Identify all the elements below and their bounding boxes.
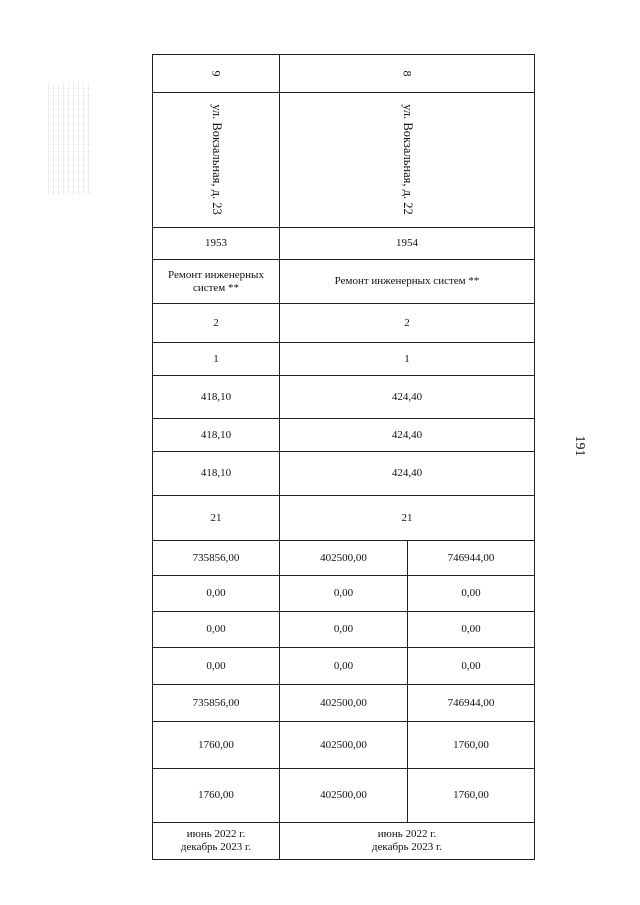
work-type-right: Ремонт инженерных систем ** [280,260,535,304]
area-total-right: 424,40 [280,376,535,419]
entrances-right: 1 [280,343,535,376]
entrances-left: 1 [153,343,280,376]
residents-right: 21 [280,496,535,541]
period-left-start: июнь 2022 г. [186,828,246,840]
area-residential-right: 424,40 [280,452,535,496]
area-residential-left: 418,10 [153,452,280,496]
unit-cost-limit-left: 1760,00 [153,769,280,823]
repair-table [152,54,535,860]
fund-3-left: 0,00 [153,648,280,685]
table-row [153,452,535,496]
fund-1-left: 0,00 [153,576,280,612]
table-row [153,823,535,860]
area-total-left: 418,10 [153,376,280,419]
table-row [153,496,535,541]
fund-1-mid: 0,00 [280,576,408,612]
column-number-right: 8 [280,55,535,93]
table-row [153,228,535,260]
cost-total-right: 746944,00 [408,541,535,576]
floors-right: 2 [280,304,535,343]
area-living-right: 424,40 [280,419,535,452]
year-right: 1954 [280,228,535,260]
fund-owners-right: 746944,00 [408,685,535,722]
fund-1-right: 0,00 [408,576,535,612]
fund-2-right: 0,00 [408,612,535,648]
table-row [153,419,535,452]
table-row [153,576,535,612]
cost-total-left: 735856,00 [153,541,280,576]
area-living-left: 418,10 [153,419,280,452]
fund-owners-mid: 402500,00 [280,685,408,722]
fund-2-left: 0,00 [153,612,280,648]
address-right: ул. Вокзальная, д. 22 [280,93,535,228]
table-row [153,304,535,343]
table-row [153,612,535,648]
table-row [153,685,535,722]
period-left [153,823,280,860]
year-left: 1953 [153,228,280,260]
residents-left: 21 [153,496,280,541]
period-left-end: декабрь 2023 г. [180,841,252,853]
table-row [153,648,535,685]
unit-cost-limit-mid: 402500,00 [280,769,408,823]
work-type-left: Ремонт инженерных систем ** [153,260,280,304]
table-row [153,93,535,228]
unit-cost-right: 1760,00 [408,722,535,769]
unit-cost-limit-right: 1760,00 [408,769,535,823]
page-number [572,435,587,457]
table-row [153,769,535,823]
period-right [280,823,535,860]
table-row [153,541,535,576]
period-right-end: декабрь 2023 г. [371,841,443,853]
unit-cost-left: 1760,00 [153,722,280,769]
fund-3-right: 0,00 [408,648,535,685]
scan-noise [48,82,92,194]
table-row [153,722,535,769]
table-row [153,343,535,376]
unit-cost-mid: 402500,00 [280,722,408,769]
page-number-text: 191 [572,435,587,457]
column-number-left: 9 [153,55,280,93]
floors-left: 2 [153,304,280,343]
period-right-start: июнь 2022 г. [377,828,437,840]
cost-total-mid: 402500,00 [280,541,408,576]
table-row [153,55,535,93]
table-row [153,260,535,304]
fund-3-mid: 0,00 [280,648,408,685]
table-row [153,376,535,419]
address-left: ул. Вокзальная, д. 23 [153,93,280,228]
fund-2-mid: 0,00 [280,612,408,648]
fund-owners-left: 735856,00 [153,685,280,722]
